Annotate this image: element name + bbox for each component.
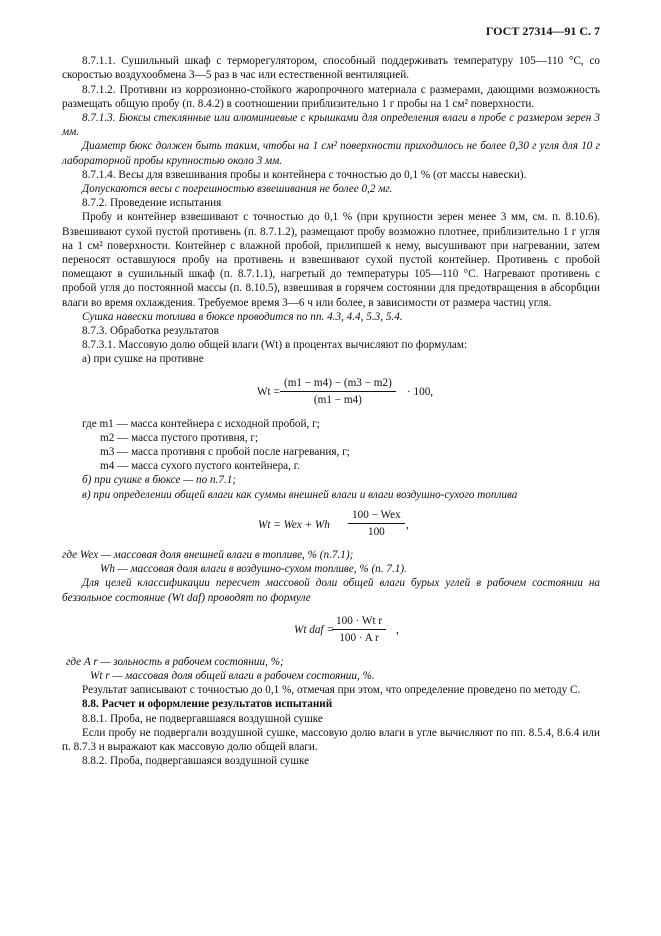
formula-1-lhs: Wt = — [257, 385, 280, 398]
formula-3-tail: , — [396, 623, 399, 636]
def-m1: где m1 — масса контейнера с исходной пробой, г; — [82, 417, 320, 430]
heading-8-7-2: 8.7.2. Проведение испытания — [82, 197, 222, 210]
paragraph-8-8-1: Если пробу не подвергали воздушной сушке, массовую долю влаги в угле вычисляют по пп. 8.5.4, 8.6.4 или п. 8.7.3 и выражают как массовую долю общей влаги. — [62, 726, 600, 753]
paragraph-8-7-1-1: 8.7.1.1. Сушильный шкаф с терморегулятором, способный поддерживать температуру 105—110 °С, со скоростью воздухообмена 3—5 раз в час или естественной вентиляцией. — [62, 55, 600, 82]
formula-2-fraction — [348, 508, 405, 539]
formula-2-numerator: 100 − Wex — [348, 508, 405, 524]
paragraph-classification: Для целей классификации пересчет массовой доли общей влаги бурых углей в рабочем состоянии на беззольное состояние (Wt daf) проводят по формуле — [62, 577, 600, 604]
heading-8-8-2: 8.8.2. Проба, подвергавшаяся воздушной сушке — [82, 755, 310, 768]
heading-8-8-1: 8.8.1. Проба, не подвергавшаяся воздушной сушке — [82, 712, 323, 725]
formula-1-tail: · 100, — [407, 385, 434, 398]
document-page — [62, 24, 600, 768]
paragraph-result: Результат записывают с точностью до 0,1 %, отмечая при этом, что определение проведено по методу С. — [82, 684, 581, 697]
formula-3-numerator: 100 · Wt r — [332, 614, 386, 630]
formula-3-denominator: 100 · A r — [339, 631, 379, 644]
definitions-1 — [62, 417, 600, 474]
paragraph-drying-note: Сушка навески топлива в бюксе проводится по пп. 4.3, 4.4, 5.3, 5.4. — [82, 310, 403, 323]
def-wex: где Wex — массовая доля внешней влаги в топливе, % (п.7.1); — [62, 548, 354, 561]
definitions-2 — [62, 548, 600, 576]
formula-1 — [62, 367, 600, 417]
formula-2-lhs: Wt = Wex + Wh — [258, 518, 330, 531]
paragraph-scales-note: Допускаются весы с погрешностью взвешивания не более 0,2 мг. — [82, 183, 393, 196]
formula-2-denominator: 100 — [367, 526, 385, 539]
heading-8-7-3: 8.7.3. Обработка результатов — [82, 325, 219, 338]
formula-1-numerator: (m1 − m4) − (m3 − m2) — [280, 376, 396, 392]
def-m4: m4 — масса сухого пустого контейнера, г. — [100, 460, 300, 473]
formula-3 — [62, 605, 600, 655]
paragraph-diameter-note: Диаметр бюкс должен быть таким, чтобы на 1 см² поверхности приходилось не более 0,30 г угля для 10 г лабораторной пробы крупностью около 3 мм. — [62, 140, 600, 167]
formula-2-tail: , — [406, 518, 409, 531]
paragraph-8-7-1-4: 8.7.1.4. Весы для взвешивания пробы и контейнера с точностью до 0,1 % (от массы навески). — [82, 168, 527, 181]
formula-3-lhs: Wt daf = — [294, 623, 334, 636]
formula-1-denominator: (m1 − m4) — [313, 393, 362, 406]
item-b: б) при сушке в бюксе — по п.7.1; — [82, 474, 237, 487]
paragraph-procedure: Пробу и контейнер взвешивают с точностью до 0,1 % (при крупности зерен менее 3 мм, см. п. 8.10.6). Взвешивают сухой пустой противень (п. 8.7.1.2), размещают пробу возможно плотнее, приблизительно 1 г угля на 1 см² поверхности. Контейнер с влажной пробой, прилипшей к нему, высушивают при нагревании, затем переносят оставшуюся пробу на противень и взвешивают сухой пустой контейнер. Противень с пробой помещают в сушильный шкаф (п. 8.7.1.1), нагретый до температуры 105—110 °С. Нагревают противень с пробой угля до постоянной массы (п. 8.10.5), взвешивая в горячем состоянии для предотвращения в абсорбции влаги во время охлаждения. Требуемое время 3—6 ч или более, в зависимости от размера частиц угля. — [62, 211, 600, 309]
def-wh: Wh — массовая доля влаги в воздушно-сухом топливе, % (п. 7.1). — [100, 563, 407, 576]
formula-1-fraction — [280, 376, 396, 407]
paragraph-8-7-1-2: 8.7.1.2. Противни из коррозионно-стойкого жаропрочного материала с размерами, дающими возможность размещать общую пробу (п. 8.4.2) в соотношении приблизительно 1 г пробы на 1 см² поверхности. — [62, 83, 600, 110]
def-m2: m2 — масса пустого противня, г; — [100, 431, 259, 444]
formula-2 — [62, 502, 600, 548]
item-a: а) при сушке на противне — [82, 353, 204, 366]
paragraph-8-7-3-1: 8.7.3.1. Массовую долю общей влаги (Wt) в процентах вычисляют по формулам: — [82, 339, 468, 352]
def-m3: m3 — масса противня с пробой после нагревания, г; — [100, 446, 350, 459]
def-wtr: Wt r — массовая доля общей влаги в рабочем состоянии, %. — [90, 669, 375, 682]
definitions-3 — [62, 655, 600, 683]
page-header: ГОСТ 27314—91 С. 7 — [485, 24, 600, 38]
paragraph-8-7-1-3: 8.7.1.3. Бюксы стеклянные или алюминиевые с крышками для определения влаги в пробе с размером зерен 3 мм. — [62, 112, 600, 139]
heading-8-8: 8.8. Расчет и оформление результатов испытаний — [82, 698, 333, 711]
formula-3-fraction — [332, 614, 386, 645]
def-ar: где A r — зольность в рабочем состоянии, %; — [66, 655, 284, 668]
item-v: в) при определении общей влаги как суммы внешней влаги и влаги воздушно-сухого топлива — [82, 488, 518, 501]
